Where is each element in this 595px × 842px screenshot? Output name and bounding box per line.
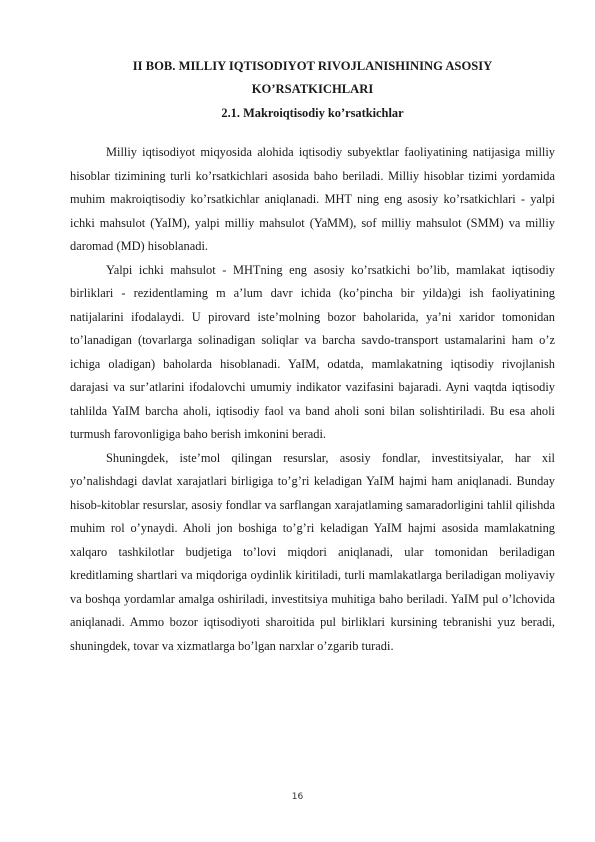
body-text [70, 141, 555, 658]
page-number: 16 [291, 792, 304, 802]
paragraph-1: Milliy iqtisodiyot miqyosida alohida iqtisodiy subyektlar faoliyatining natijasiga milliy hisoblar tizimining turli ko’rsatkichlari asosida baho beriladi. Milliy hisoblar tizimi yordamida muhim makroiqtisodiy ko’rsatkichlar aniqlanadi. MHT ning eng asosiy ko’rsatkichlari - yalpi ichki mahsulot (YaIM), yalpi milliy mahsulot (YaMM), sof milliy mahsulot (SMM) va milliy daromad (MD) hisoblanadi. [70, 145, 555, 253]
chapter-title-line2: KO’RSATKICHLARI [251, 82, 374, 96]
chapter-title-line1: II BOB. MILLIY IQTISODIYOT RIVOJLANISHINING ASOSIY [132, 59, 493, 73]
paragraph-3: Shuningdek, iste’mol qilingan resurslar, asosiy fondlar, investitsiyalar, har xil yo’nalishdagi davlat xarajatlari birligiga to’g’ri keladigan YaIM hajmi ham aniqlanadi. Bunday hisob-kitoblar resurslar, asosiy fondlar va sarflangan xarajatlaming samaradorligini tahlil qilishda muhim rol o’ynaydi. Aholi jon boshiga to’g’ri keladigan YaIM hajmi asosida mamlakatning xalqaro tashkilotlar budjetiga to’lovi miqdori aniqlanadi, ular tomonidan beriladigan kreditlaming shartlari va miqdoriga oydinlik kiritiladi, turli mamlakatlarga beriladigan moliyaviy va boshqa yordamlar amalga oshiriladi, investitsiya muhitiga baho beriladi. YaIM pul o’lchovida aniqlanadi. Ammo bozor iqtisodiyoti sharoitida pul birliklari kursining tebranishi yuz beradi, shuningdek, tovar va xizmatlarga bo’lgan narxlar o’zgarib turadi. [70, 450, 555, 653]
paragraph-2: Yalpi ichki mahsulot - MHTning eng asosiy ko’rsatkichi bo’lib, mamlakat iqtisodiy birliklari - rezidentlaming m a’lum davr ichida (ko’pincha bir yilda)gi ish faoliyatining natijalarini ifodalaydi. U pirovard iste’molning bozor baholarida, ya’ni xaridor tomonidan to’lanadigan (tovarlarga solinadigan soliqlar va barcha savdo-transport ustamalarini ham o’z ichiga oladigan) baholarda hisoblanadi. YaIM, odatda, mamlakatning iqtisodiy rivojlanish darajasi va sur’atlarini ifodalovchi umumiy indikator vazifasini bajaradi. Ayni vaqtda iqtisodiy tahlilda YaIM barcha aholi, iqtisodiy faol va band aholi soni bilan solishtiriladi. Bu esa aholi turmush farovonligiga baho berish imkonini beradi. [70, 262, 555, 441]
section-title: 2.1. Makroiqtisodiy ko’rsatkichlar [221, 106, 404, 120]
